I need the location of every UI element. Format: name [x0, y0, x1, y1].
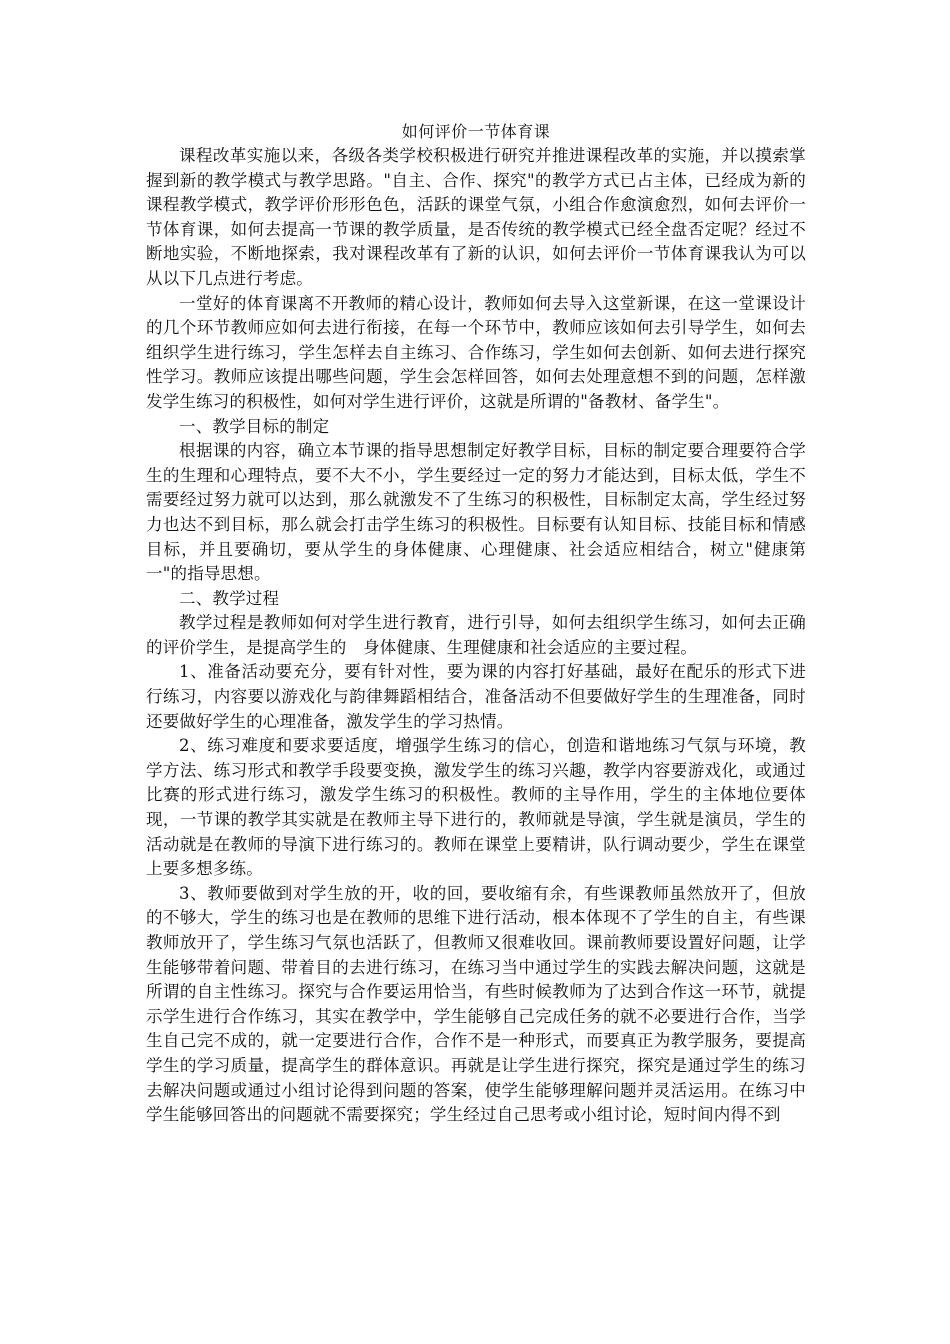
design-paragraph: 一堂好的体育课离不开教师的精心设计，教师如何去导入这堂新课，在这一堂课设计的几个环节教师应如何去进行衔接，在每一个环节中，教师应该如何去引导学生，如何去组织学生进行练习，学生怎样去自主练习、合作练习，学生如何去创新、如何去进行探究性学习。教师应该提出哪些问题，学生会怎样回答，如何去处理意想不到的问题，怎样激发学生练习的积极性，如何对学生进行评价，这就是所谓的"备教材、备学生"。	[146, 293, 806, 411]
point-2-paragraph: 2、练习难度和要求要适度，增强学生练习的信心，创造和谐地练习气氛与环境，教学方法、练习形式和教学手段要变换，激发学生的练习兴趣，教学内容要游戏化，或通过比赛的形式进行练习，激发学生练习的积极性。教师的主导作用，学生的主体地位要体现，一节课的教学其实就是在教师主导下进行的，教师就是导演，学生就是演员，学生的活动就是在教师的导演下进行练习的。教师在课堂上要精讲，队行调动要少，学生在课堂上要多想多练。	[146, 736, 806, 879]
document-page	[146, 120, 806, 1128]
section-heading-process: 二、教学过程	[179, 588, 280, 608]
intro-paragraph: 课程改革实施以来，各级各类学校积极进行研究并推进课程改革的实施，并以摸索掌握到新的教学模式与教学思路。"自主、合作、探究"的教学方式已占主体，已经成为新的课程教学模式，教学评价形形色色，活跃的课堂气氛，小组合作愈演愈烈，如何去评价一节体育课，如何去提高一节课的教学质量，是否传统的教学模式已经全盘否定呢？经过不断地实验，不断地探索，我对课程改革有了新的认识，如何去评价一节体育课我认为可以从以下几点进行考虑。	[146, 146, 806, 288]
point-3-paragraph: 3、教师要做到对学生放的开，收的回，要收缩有余，有些课教师虽然放开了，但放的不够大，学生的练习也是在教师的思维下进行活动，根本体现不了学生的自主，有些课教师放开了，学生练习气氛也活跃了，但教师又很难收回。课前教师要设置好问题，让学生能够带着问题、带着目的去进行练习，在练习当中通过学生的实践去解决问题，这就是所谓的自主性练习。探究与合作要运用恰当，有些时候教师为了达到合作这一环节，就提示学生进行合作练习，其实在教学中，学生能够自己完成任务的就不必要进行合作，当学生自己完不成的，就一定要进行合作，合作不是一种形式，而要真正为教学服务，要提高学生的学习质量，提高学生的群体意识。再就是让学生进行探究，探究是通过学生的练习去解决问题或通过小组讨论得到问题的答案，使学生能够理解问题并灵活运用。在练习中学生能够回答出的问题就不需要探究；学生经过自己思考或小组讨论，短时间内得不到	[146, 883, 806, 1125]
point-1-paragraph: 1、准备活动要充分，要有针对性，要为课的内容打好基础，最好在配乐的形式下进行练习，内容要以游戏化与韵律舞蹈相结合，准备活动不但要做好学生的生理准备，同时还要做好学生的心理准备，激发学生的学习热情。	[146, 662, 806, 731]
document-title: 如何评价一节体育课	[401, 122, 551, 141]
goals-paragraph: 根据课的内容，确立本节课的指导思想制定好教学目标，目标的制定要合理要符合学生的生理和心理特点，要不大不小，学生要经过一定的努力才能达到，目标太低，学生不需要经过努力就可以达到，那么就激发不了生练习的积极性，目标制定太高，学生经过努力也达不到目标，那么就会打击学生练习的积极性。目标要有认知目标、技能目标和情感目标，并且要确切，要从学生的身体健康、心理健康、社会适应相结合，树立"健康第一"的指导思想。	[146, 441, 806, 584]
section-heading-goals: 一、教学目标的制定	[179, 416, 330, 436]
process-paragraph: 教学过程是教师如何对学生进行教育，进行引导，如何去组织学生练习，如何去正确的评价学生，是提高学生的 身体健康、生理健康和社会适应的主要过程。	[146, 613, 806, 657]
